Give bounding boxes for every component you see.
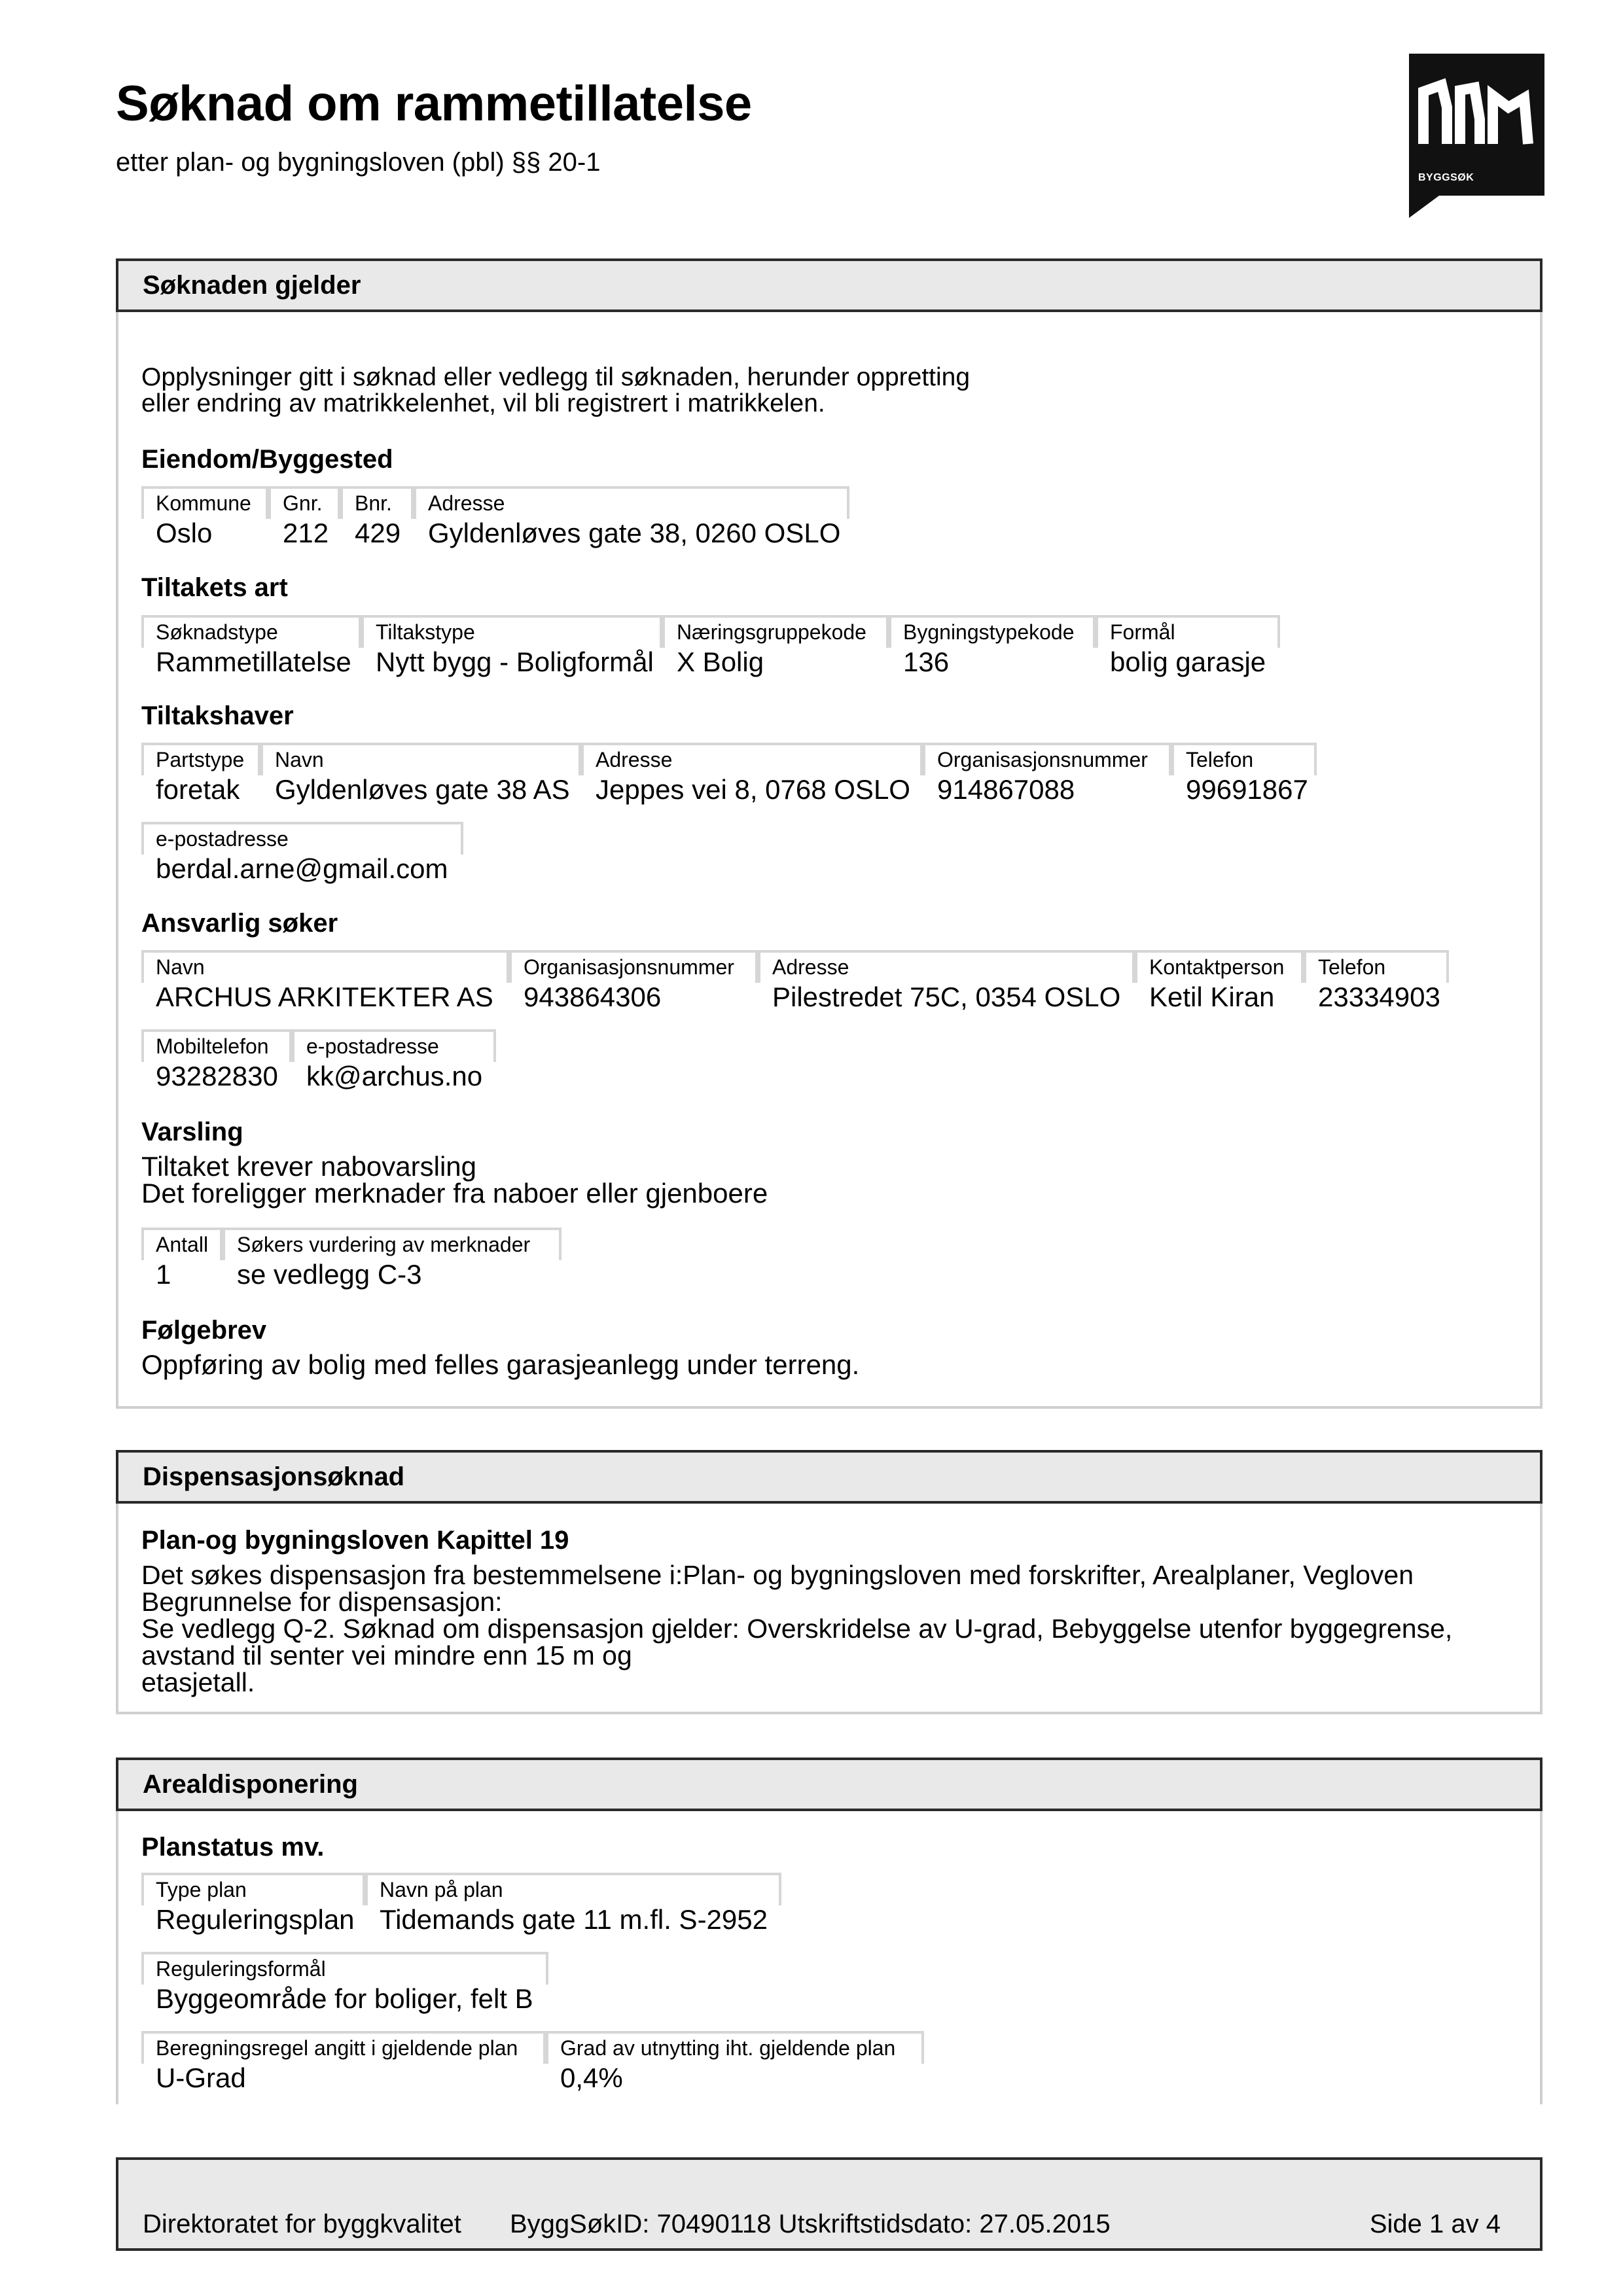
field-label: Telefon [1304,950,1449,983]
section-dispensasjon-title: Dispensasjonsøknad [143,1462,405,1491]
field-value: ARCHUS ARKITEKTER AS [156,981,493,1012]
field-label: Bygningstypekode [889,615,1096,648]
logo-text: BYGGSØK [1418,172,1474,183]
field-value: 0,4% [560,2062,623,2093]
field-label: Søkers vurdering av merknader [223,1227,562,1260]
field-label: e-postadresse [292,1029,496,1062]
varsling-line-2: Det foreligger merknader fra naboer eller gjenboere [141,1178,768,1209]
field-label: Beregningsregel angitt i gjeldende plan [141,2031,546,2064]
field-value: 99691867 [1186,774,1308,805]
field-label: Grad av utnytting iht. gjeldende plan [546,2031,924,2064]
field-value: Jeppes vei 8, 0768 OSLO [596,774,910,805]
field-label: Type plan [141,1873,365,1905]
field-label: Antall [141,1227,223,1260]
page-title: Søknad om rammetillatelse [116,76,752,132]
field-label: Bnr. [340,486,414,519]
field-value: 136 [903,646,950,677]
field-value: se vedlegg C-3 [237,1259,422,1290]
ansvarlig-soker-heading: Ansvarlig søker [141,909,338,938]
section-arealdisponering-header [116,1757,1543,1811]
field-value: Reguleringsplan [156,1904,355,1935]
folgebrev-heading: Følgebrev [141,1316,267,1345]
section-soknaden-header [116,258,1543,312]
field-label: Søknadstype [141,615,361,648]
field-label: Navn [141,950,509,983]
field-label: Telefon [1171,743,1317,775]
field-label: Næringsgruppekode [662,615,889,648]
field-label: e-postadresse [141,822,463,855]
field-value: 914867088 [937,774,1075,805]
dispensasjon-line-2: Begrunnelse for dispensasjon: [141,1587,503,1617]
dispensasjon-line-3: Se vedlegg Q-2. Søknad om dispensasjon gjelder: Overskridelse av U-grad, Bebyggelse utenfor byggegrense, [141,1614,1453,1644]
tiltakets-art-heading: Tiltakets art [141,573,288,602]
field-value: bolig garasje [1110,646,1266,677]
field-label: Kontaktperson [1135,950,1304,983]
field-value: 93282830 [156,1061,278,1091]
field-value: Nytt bygg - Boligformål [376,646,654,677]
field-value: Ketil Kiran [1149,981,1275,1012]
intro-line-1: Opplysninger gitt i søknad eller vedlegg til søknaden, herunder oppretting [141,363,971,391]
field-value: 1 [156,1259,171,1290]
field-value: foretak [156,774,240,805]
section-soknaden-title: Søknaden gjelder [143,271,361,300]
intro-line-2: eller endring av matrikkelenhet, vil bli registrert i matrikkelen. [141,389,825,417]
field-label: Organisasjonsnummer [923,743,1171,775]
eiendom-heading: Eiendom/Byggested [141,445,393,474]
field-value: 943864306 [524,981,662,1012]
field-value: 429 [355,518,401,548]
field-label: Organisasjonsnummer [509,950,758,983]
varsling-heading: Varsling [141,1118,243,1146]
field-value: kk@archus.no [306,1061,483,1091]
field-label: Mobiltelefon [141,1029,292,1062]
field-label: Partstype [141,743,260,775]
page-subtitle: etter plan- og bygningsloven (pbl) §§ 20-1 [116,148,601,177]
field-label: Adresse [758,950,1135,983]
footer-organization: Direktoratet for byggkvalitet [143,2210,461,2238]
tiltakshaver-heading: Tiltakshaver [141,701,294,730]
field-value: berdal.arne@gmail.com [156,853,448,884]
varsling-line-1: Tiltaket krever nabovarsling [141,1151,476,1182]
field-label: Adresse [581,743,923,775]
field-label: Kommune [141,486,268,519]
field-value: 212 [283,518,329,548]
field-label: Adresse [414,486,849,519]
field-label: Tiltakstype [361,615,662,648]
planstatus-heading: Planstatus mv. [141,1833,325,1862]
field-value: U-Grad [156,2062,246,2093]
dispensasjon-line-4: avstand til senter vei mindre enn 15 m og [141,1640,632,1670]
dispensasjon-line-5: etasjetall. [141,1667,255,1697]
dispensasjon-line-1: Det søkes dispensasjon fra bestemmelsene i:Plan- og bygningsloven med forskrifter, Arealplaner, Vegloven [141,1560,1414,1590]
field-value: Gyldenløves gate 38, 0260 OSLO [428,518,841,548]
field-label: Gnr. [268,486,340,519]
section-arealdisponering-title: Arealdisponering [143,1770,358,1799]
field-value: Rammetillatelse [156,646,351,677]
field-label: Navn på plan [365,1873,781,1905]
byggsok-logo [1409,54,1544,196]
footer-byggsok-id: ByggSøkID: 70490118 Utskriftstidsdato: 27.05.2015 [510,2210,1111,2238]
field-label: Navn [260,743,581,775]
field-label: Formål [1096,615,1280,648]
footer-page-number: Side 1 av 4 [1369,2210,1501,2238]
field-value: 23334903 [1318,981,1440,1012]
field-label: Reguleringsformål [141,1952,548,1985]
logo-tail [1409,196,1439,218]
field-value: Gyldenløves gate 38 AS [275,774,570,805]
field-value: Byggeområde for boliger, felt B [156,1983,533,2014]
field-value: X Bolig [677,646,764,677]
section-dispensasjon-header [116,1450,1543,1504]
dispensasjon-subheading: Plan-og bygningsloven Kapittel 19 [141,1526,569,1555]
field-value: Tidemands gate 11 m.fl. S-2952 [380,1904,768,1935]
byggsok-logo-icon [1409,54,1544,165]
folgebrev-text: Oppføring av bolig med felles garasjeanlegg under terreng. [141,1349,860,1380]
field-value: Pilestredet 75C, 0354 OSLO [772,981,1121,1012]
page-footer [116,2157,1543,2251]
field-value: Oslo [156,518,213,548]
